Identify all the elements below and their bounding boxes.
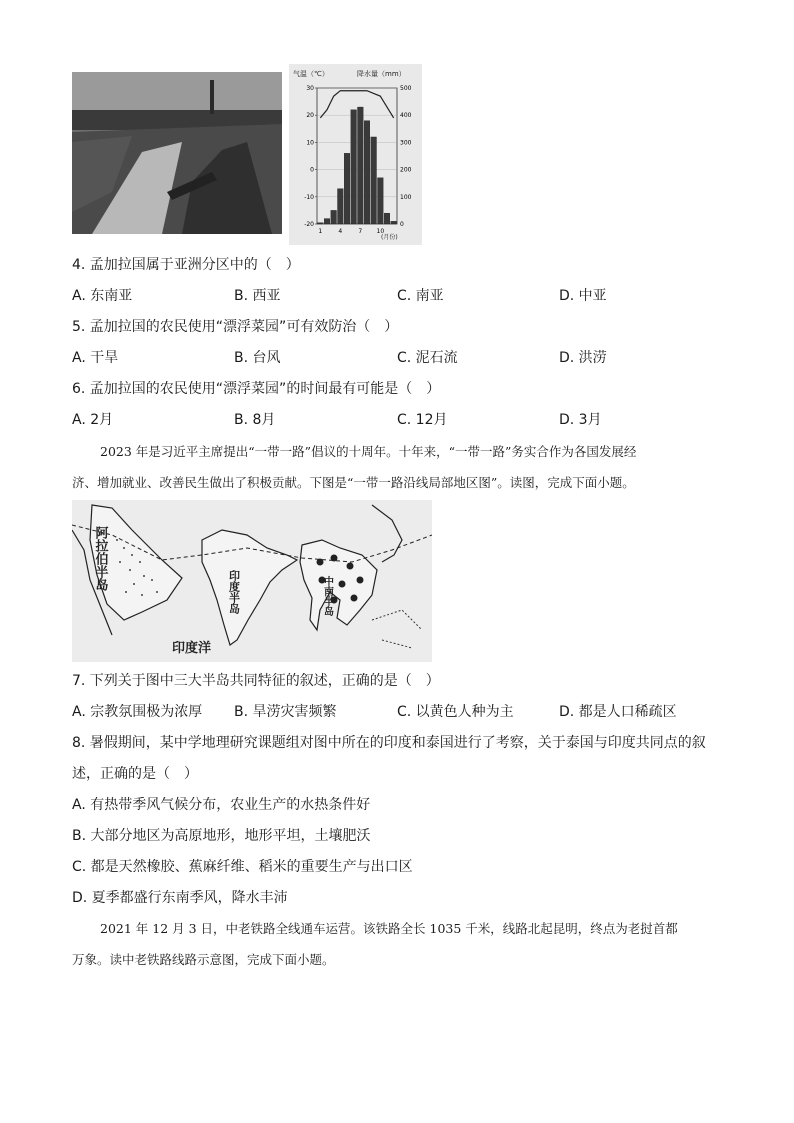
q8-stem-line1: 8. 暑假期间，某中学地理研究课题组对图中所在的印度和泰国进行了考察，关于泰国与印度共同点的叙 bbox=[72, 735, 706, 751]
intro2-line1: 2023 年是习近平主席提出“一带一路”倡议的十周年。十年来，“一带一路”务实合作为各国发展经 bbox=[100, 444, 637, 459]
precip-tick-label: 100 bbox=[400, 193, 412, 201]
temp-axis-label: 气温（℃） bbox=[293, 70, 329, 78]
intro3-line1: 2021 年 12 月 3 日，中老铁路全线通车运营。该铁路全长 1035 千米，线路北起昆明，终点为老挝首都 bbox=[100, 921, 678, 936]
q7-option-d[interactable]: D. 都是人口稀疏区 bbox=[559, 704, 677, 720]
precip-bar bbox=[351, 110, 357, 224]
q4-option-a[interactable]: A. 东南亚 bbox=[72, 288, 133, 304]
precip-tick-label: 300 bbox=[400, 139, 412, 147]
temp-tick-label: 30 bbox=[306, 85, 314, 92]
q8-stem-line2: 述，正确的是（ ） bbox=[72, 766, 198, 782]
precip-bar bbox=[338, 189, 344, 224]
precip-bar bbox=[391, 221, 397, 224]
label-arabia: 阿拉伯半岛 bbox=[92, 526, 108, 591]
q5-stem: 5. 孟加拉国的农民使用“漂浮菜园”可有效防治（ ） bbox=[72, 319, 399, 335]
temp-tick-label: 20 bbox=[306, 112, 314, 120]
q8-option-d[interactable]: D. 夏季都盛行东南季风，降水丰沛 bbox=[72, 890, 288, 906]
q6-option-a[interactable]: A. 2月 bbox=[72, 412, 114, 428]
floating-garden-photo-drawing bbox=[72, 72, 282, 234]
month-tick-label: 1 bbox=[318, 228, 323, 235]
precip-tick-label: 0 bbox=[400, 221, 404, 228]
q8-option-b[interactable]: B. 大部分地区为高原地形，地形平坦，土壤肥沃 bbox=[72, 828, 371, 844]
q7-stem: 7. 下列关于图中三大半岛共同特征的叙述，正确的是（ ） bbox=[72, 673, 440, 689]
month-tick-label: 4 bbox=[338, 228, 343, 235]
temp-tick-label: -10 bbox=[304, 193, 314, 201]
q6-option-b[interactable]: B. 8月 bbox=[234, 412, 276, 428]
temp-tick-label: 0 bbox=[310, 166, 314, 174]
q8-option-c[interactable]: C. 都是天然橡胶、蕉麻纤维、稻米的重要生产与出口区 bbox=[72, 859, 413, 875]
label-indian-ocean: 印度洋 bbox=[172, 641, 212, 656]
precip-bar bbox=[371, 137, 377, 224]
precip-bar bbox=[384, 213, 390, 224]
temp-tick-label: 10 bbox=[306, 139, 314, 147]
climate-chart bbox=[289, 64, 422, 245]
belt-road-map bbox=[72, 500, 432, 662]
q5-option-c[interactable]: C. 泥石流 bbox=[397, 350, 458, 366]
month-tick-label: 7 bbox=[358, 228, 363, 235]
precip-bar bbox=[344, 153, 350, 224]
q6-stem: 6. 孟加拉国的农民使用“漂浮菜园”的时间最有可能是（ ） bbox=[72, 381, 441, 397]
q7-option-b[interactable]: B. 旱涝灾害频繁 bbox=[234, 704, 337, 720]
temp-tick-label: -20 bbox=[304, 221, 314, 228]
floating-garden-photo bbox=[72, 72, 282, 234]
plot-frame bbox=[317, 88, 397, 224]
intro3-line2: 万象。读中老铁路线路示意图，完成下面小题。 bbox=[72, 952, 335, 967]
precip-bar bbox=[331, 210, 337, 224]
q4-stem: 4. 孟加拉国属于亚洲分区中的（ ） bbox=[72, 257, 300, 273]
q7-option-a[interactable]: A. 宗教氛围极为浓厚 bbox=[72, 704, 203, 720]
precip-bar bbox=[364, 121, 370, 224]
q4-option-d[interactable]: D. 中亚 bbox=[559, 288, 607, 304]
precip-bar bbox=[358, 107, 364, 224]
q7-option-c[interactable]: C. 以黄色人种为主 bbox=[397, 704, 514, 720]
q6-option-d[interactable]: D. 3月 bbox=[559, 412, 602, 428]
precip-bar bbox=[378, 178, 384, 224]
precip-axis-label: 降水量（mm） bbox=[357, 70, 406, 78]
month-tick-label: 10 bbox=[376, 228, 385, 235]
precip-tick-label: 200 bbox=[400, 166, 412, 174]
q5-option-d[interactable]: D. 洪涝 bbox=[559, 350, 607, 366]
intro2-line2: 济、增加就业、改善民生做出了积极贡献。下图是“一带一路沿线局部地区图”。读图，完成下面小题。 bbox=[72, 475, 635, 490]
q4-option-b[interactable]: B. 西亚 bbox=[234, 288, 281, 304]
q6-option-c[interactable]: C. 12月 bbox=[397, 412, 448, 428]
climate-chart-svg bbox=[289, 64, 422, 245]
q4-option-c[interactable]: C. 南亚 bbox=[397, 288, 444, 304]
precip-tick-label: 400 bbox=[400, 112, 412, 120]
precip-bar bbox=[318, 223, 324, 224]
temperature-line bbox=[320, 91, 393, 118]
label-india: 印度半岛 bbox=[227, 570, 241, 614]
precip-bar bbox=[324, 219, 330, 224]
label-indochina: 中南半岛 bbox=[321, 576, 333, 616]
q8-option-a[interactable]: A. 有热带季风气候分布，农业生产的水热条件好 bbox=[72, 797, 371, 813]
precip-tick-label: 500 bbox=[400, 85, 412, 92]
belt-road-map-drawing bbox=[72, 500, 432, 662]
month-unit-label: (月份) bbox=[381, 234, 398, 241]
q5-option-b[interactable]: B. 台风 bbox=[234, 350, 281, 366]
q5-option-a[interactable]: A. 干旱 bbox=[72, 350, 119, 366]
